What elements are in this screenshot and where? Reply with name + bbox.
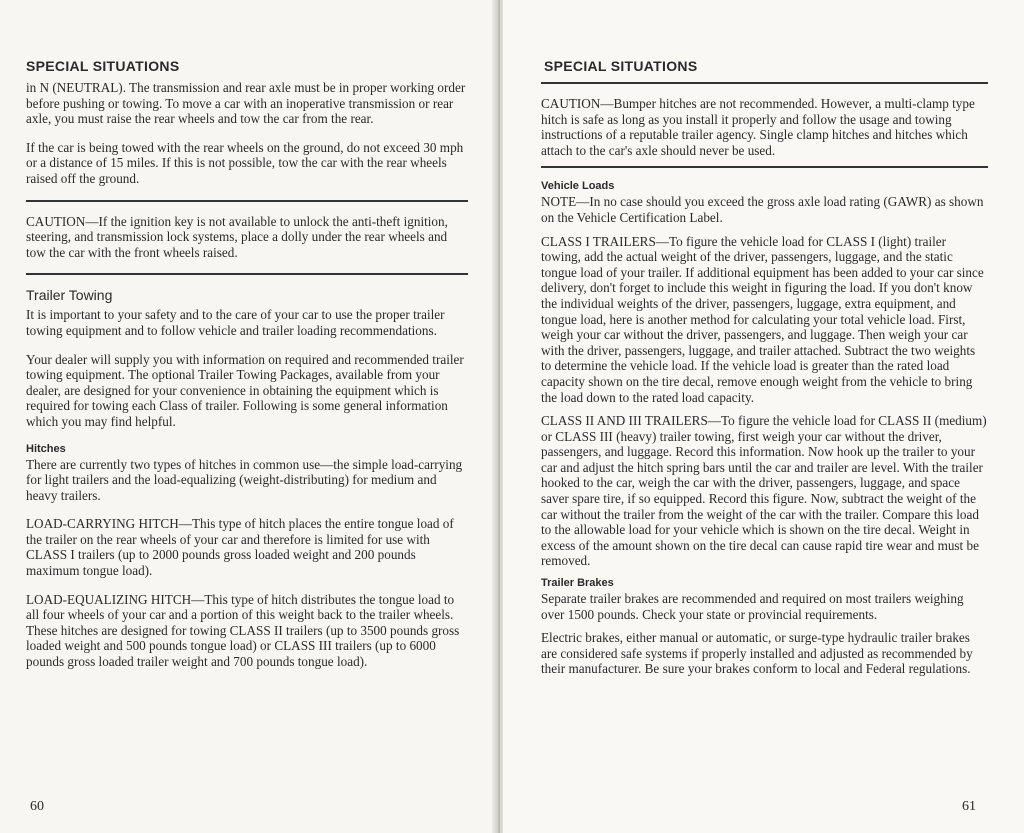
- load-equalizing-paragraph: LOAD-EQUALIZING HITCH—This type of hitch distributes the tongue load to all four wheels of your car and a portion of this weight back to the trailer wheels. These hitches are designed for towing CLASS II trailers (up to 3500 pounds gross loaded weight and 500 pounds tongue load) or CLASS III trailers (up to 6000 pounds gross loaded trailer weight and 700 pounds tongue load).: [26, 591, 460, 670]
- trailer-brakes-paragraph: Separate trailer brakes are recommended and required on most trailers weighing over 1500 pounds. Check your state or provincial requirements.: [541, 591, 964, 622]
- load-carrying-paragraph: LOAD-CARRYING HITCH—This type of hitch places the entire tongue load of the trailer on the rear wheels of your car and therefore is limited for use with CLASS I trailers (up to 2000 pounds gross loaded weight and 200 pounds maximum tongue load).: [26, 516, 454, 579]
- class1-paragraph: CLASS I TRAILERS—To figure the vehicle load for CLASS I (light) trailer towing, add the actual weight of the driver, passengers, luggage, and the static tongue load of your trailer. If additional equipment has been added to your car since delivery, don't forget to include this weight in figuring the load. If you don't know the individual weights of the driver, passengers, luggage, extra equipment, and tongue load, here is another method for calculating your total vehicle load. First, weigh your car without the driver, passengers, and luggage. Then weigh your car with the driver, passengers, luggage, and trailer attached. Subtract the two weights to determine the vehicle load. If the vehicle load is greater than the rated load capacity shown on the tire decal, remove enough weight from the vehicle to bring the load down to the rated load capacity.: [541, 233, 984, 405]
- trailer-equipment-paragraph: Your dealer will supply you with information on required and recommended trailer towing equipment. The optional Trailer Towing Packages, available from your dealer, are designed for your convenience in obtaining the equipment which is required for towing each Class of trailer. Following is some general information which you may find helpful.: [26, 351, 464, 429]
- divider-rule: [26, 200, 468, 202]
- divider-rule: [541, 166, 988, 168]
- left-page: [0, 0, 498, 833]
- section-title: SPECIAL SITUATIONS: [26, 58, 180, 74]
- trailer-brakes-heading: Trailer Brakes: [541, 577, 614, 590]
- caution-bumper: CAUTION—Bumper hitches are not recommended. However, a multi-clamp type hitch is safe as long as you install it properly and follow the usage and towing instructions of a reputable trailer agency. Single clamp hitches and hitches which attach to the car's axle should never be used.: [541, 96, 975, 158]
- right-page: [503, 0, 1024, 833]
- electric-brakes-paragraph: Electric brakes, either manual or automatic, or surge-type hydraulic trailer brakes are considered safe systems if properly installed and adjusted as recommended by their manufacturer. Be sure your brakes conform to local and Federal regulations.: [541, 630, 973, 677]
- note-gawr: NOTE—In no case should you exceed the gross axle load rating (GAWR) as shown on the Vehicle Certification Label.: [541, 194, 984, 225]
- page-number: 60: [30, 799, 44, 814]
- page-number: 61: [962, 799, 976, 814]
- neutral-paragraph: in N (NEUTRAL). The transmission and rear axle must be in proper working order before pushing or towing. To move a car with an inoperative transmission or rear axle, you must raise the rear wheels and tow the car from the rear.: [26, 80, 466, 127]
- divider-rule: [26, 273, 468, 275]
- hitches-heading: Hitches: [26, 442, 66, 455]
- caution-ignition: CAUTION—If the ignition key is not available to unlock the anti-theft ignition, steering, and transmission lock systems, place a dolly under the rear wheels and tow the car with the front wheels raised.: [26, 213, 448, 260]
- class2-3-paragraph: CLASS II AND III TRAILERS—To figure the vehicle load for CLASS II (medium) or CLASS III (heavy) trailer towing, first weigh your car without the driver, passengers, and luggage. Record this information. Now hook up the trailer to your car and adjust the hitch spring bars until the car and trailer are level. With the trailer hooked to the car, weigh the car with the driver, passengers, luggage, and space saver spare tire, if so equipped. Record this figure. Now, subtract the weight of the car without the trailer from the weight of the car with the trailer. Compare this load to the allowable load for your vehicle which is shown on the tire decal. Weight in excess of the amount shown on the tire decal can cause rapid tire wear and must be removed.: [541, 413, 987, 569]
- section-title: SPECIAL SITUATIONS: [544, 58, 698, 74]
- trailer-towing-heading: Trailer Towing: [26, 287, 113, 304]
- divider-rule: [541, 82, 988, 84]
- trailer-towing-paragraph: It is important to your safety and to the care of your car to use the proper trailer towing equipment and to follow vehicle and trailer loading recommendations.: [26, 307, 445, 338]
- towed-paragraph: If the car is being towed with the rear wheels on the ground, do not exceed 30 mph or a distance of 15 miles. If this is not possible, tow the car with the rear wheels raised off the ground.: [26, 139, 464, 186]
- hitches-paragraph: There are currently two types of hitches in common use—the simple load-carrying for light trailers and the load-equalizing (weight-distributing) for medium and heavy trailers.: [26, 456, 463, 503]
- vehicle-loads-heading: Vehicle Loads: [541, 180, 615, 193]
